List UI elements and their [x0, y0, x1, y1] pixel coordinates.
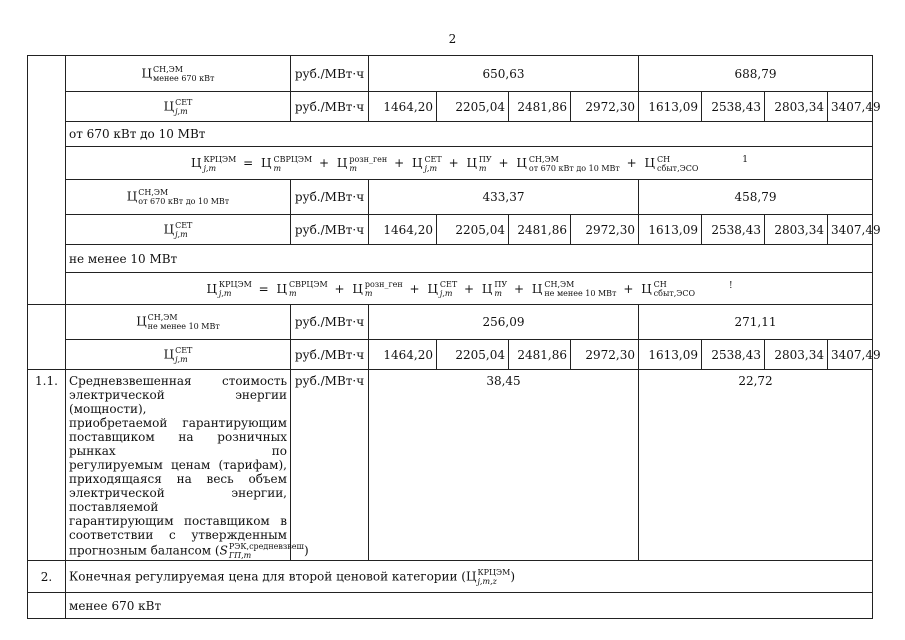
value-cell: 2481,86	[509, 340, 571, 370]
num-cell-empty	[28, 56, 66, 305]
row-number: 2.	[28, 561, 66, 593]
value-cell: 22,72	[639, 370, 873, 561]
unit-cell: руб./МВт·ч	[291, 340, 369, 370]
label-sn-em-less670: Ц СН,ЭМ менее 670 кВт	[66, 56, 291, 92]
table-row	[28, 305, 873, 340]
unit-cell: руб./МВт·ч	[291, 215, 369, 245]
section-heading: от 670 кВт до 10 МВт	[66, 122, 873, 147]
row-description: Средневзвешенная стоимость электрической энергии (мощности), приобретаемой гарантирующим поставщиком на розничных рынках по регулируемым ценам (тарифам), приходящаяся на весь объем электрической энергии, поставляемой гарантирующим поставщиком в соответствии с утвержденным прогнозным балансом (S РЭК,средневзвеш ГП,m )	[66, 370, 291, 561]
unit-cell: руб./МВт·ч	[291, 180, 369, 215]
table-row	[28, 340, 873, 370]
table-row	[28, 215, 873, 245]
value-cell: 458,79	[639, 180, 873, 215]
row-description: Конечная регулируемая цена для второй ценовой категории (Ц КРЦЭМ j,m,z )	[66, 561, 873, 593]
value-cell: 2803,34	[765, 215, 828, 245]
value-cell: 2972,30	[571, 340, 639, 370]
num-cell-empty	[28, 593, 66, 619]
label-set: Ц СЕТ j,m	[66, 340, 291, 370]
formula-notless10: Ц КРЦЭМ j,m = Ц СВРЦЭМ m + Ц розн_ген m + Ц СЕТ j,m + Ц ПУ m + Ц СН,ЭМ не менее 10 МВт + Ц СН сбыт,ЭСО !	[66, 273, 873, 305]
table-row	[28, 593, 873, 619]
value-cell: 3407,49	[828, 92, 873, 122]
page-number: 2	[448, 32, 457, 46]
unit-cell: руб./МВт·ч	[291, 92, 369, 122]
table-row	[28, 370, 873, 561]
value-cell: 2803,34	[765, 340, 828, 370]
table-row	[28, 56, 873, 92]
label-sn-em-notless10: Ц СН,ЭМ не менее 10 МВт	[66, 305, 291, 340]
value-cell: 1464,20	[369, 215, 437, 245]
table-row	[28, 273, 873, 305]
label-set: Ц СЕТ j,m	[66, 215, 291, 245]
tariff-table	[27, 55, 881, 619]
value-cell: 2972,30	[571, 92, 639, 122]
value-cell: 650,63	[369, 56, 639, 92]
value-cell: 1613,09	[639, 340, 702, 370]
value-cell: 256,09	[369, 305, 639, 340]
value-cell: 1613,09	[639, 215, 702, 245]
value-cell: 3407,49	[828, 215, 873, 245]
table-row	[28, 147, 873, 180]
table-row	[28, 561, 873, 593]
value-cell: 688,79	[639, 56, 873, 92]
label-sn-em-from670: Ц СН,ЭМ от 670 кВт до 10 МВт	[66, 180, 291, 215]
value-cell: 2481,86	[509, 215, 571, 245]
value-cell: 2205,04	[437, 215, 509, 245]
value-cell: 2538,43	[702, 215, 765, 245]
value-cell: 3407,49	[828, 340, 873, 370]
table-row	[28, 180, 873, 215]
value-cell: 2803,34	[765, 92, 828, 122]
formula-from670: Ц КРЦЭМ j,m = Ц СВРЦЭМ m + Ц розн_ген m + Ц СЕТ j,m + Ц ПУ m + Ц СН,ЭМ от 670 кВт до 10 МВт + Ц СН сбыт,ЭСО $^1$	[66, 147, 873, 180]
value-cell: 2205,04	[437, 340, 509, 370]
value-cell: 2538,43	[702, 92, 765, 122]
value-cell: 2972,30	[571, 215, 639, 245]
unit-cell: руб./МВт·ч	[291, 370, 369, 561]
unit-cell: руб./МВт·ч	[291, 305, 369, 340]
row-number: 1.1.	[28, 370, 66, 561]
table-row	[28, 245, 873, 273]
value-cell: 1464,20	[369, 340, 437, 370]
value-cell: 2481,86	[509, 92, 571, 122]
value-cell: 38,45	[369, 370, 639, 561]
section-heading: менее 670 кВт	[66, 593, 873, 619]
label-set: Ц СЕТ j,m	[66, 92, 291, 122]
value-cell: 433,37	[369, 180, 639, 215]
value-cell: 2538,43	[702, 340, 765, 370]
value-cell: 1613,09	[639, 92, 702, 122]
section-heading: не менее 10 МВт	[66, 245, 873, 273]
value-cell: 1464,20	[369, 92, 437, 122]
value-cell: 2205,04	[437, 92, 509, 122]
value-cell: 271,11	[639, 305, 873, 340]
table-row	[28, 92, 873, 122]
table-row	[28, 122, 873, 147]
num-cell-empty	[28, 305, 66, 370]
unit-cell: руб./МВт·ч	[291, 56, 369, 92]
